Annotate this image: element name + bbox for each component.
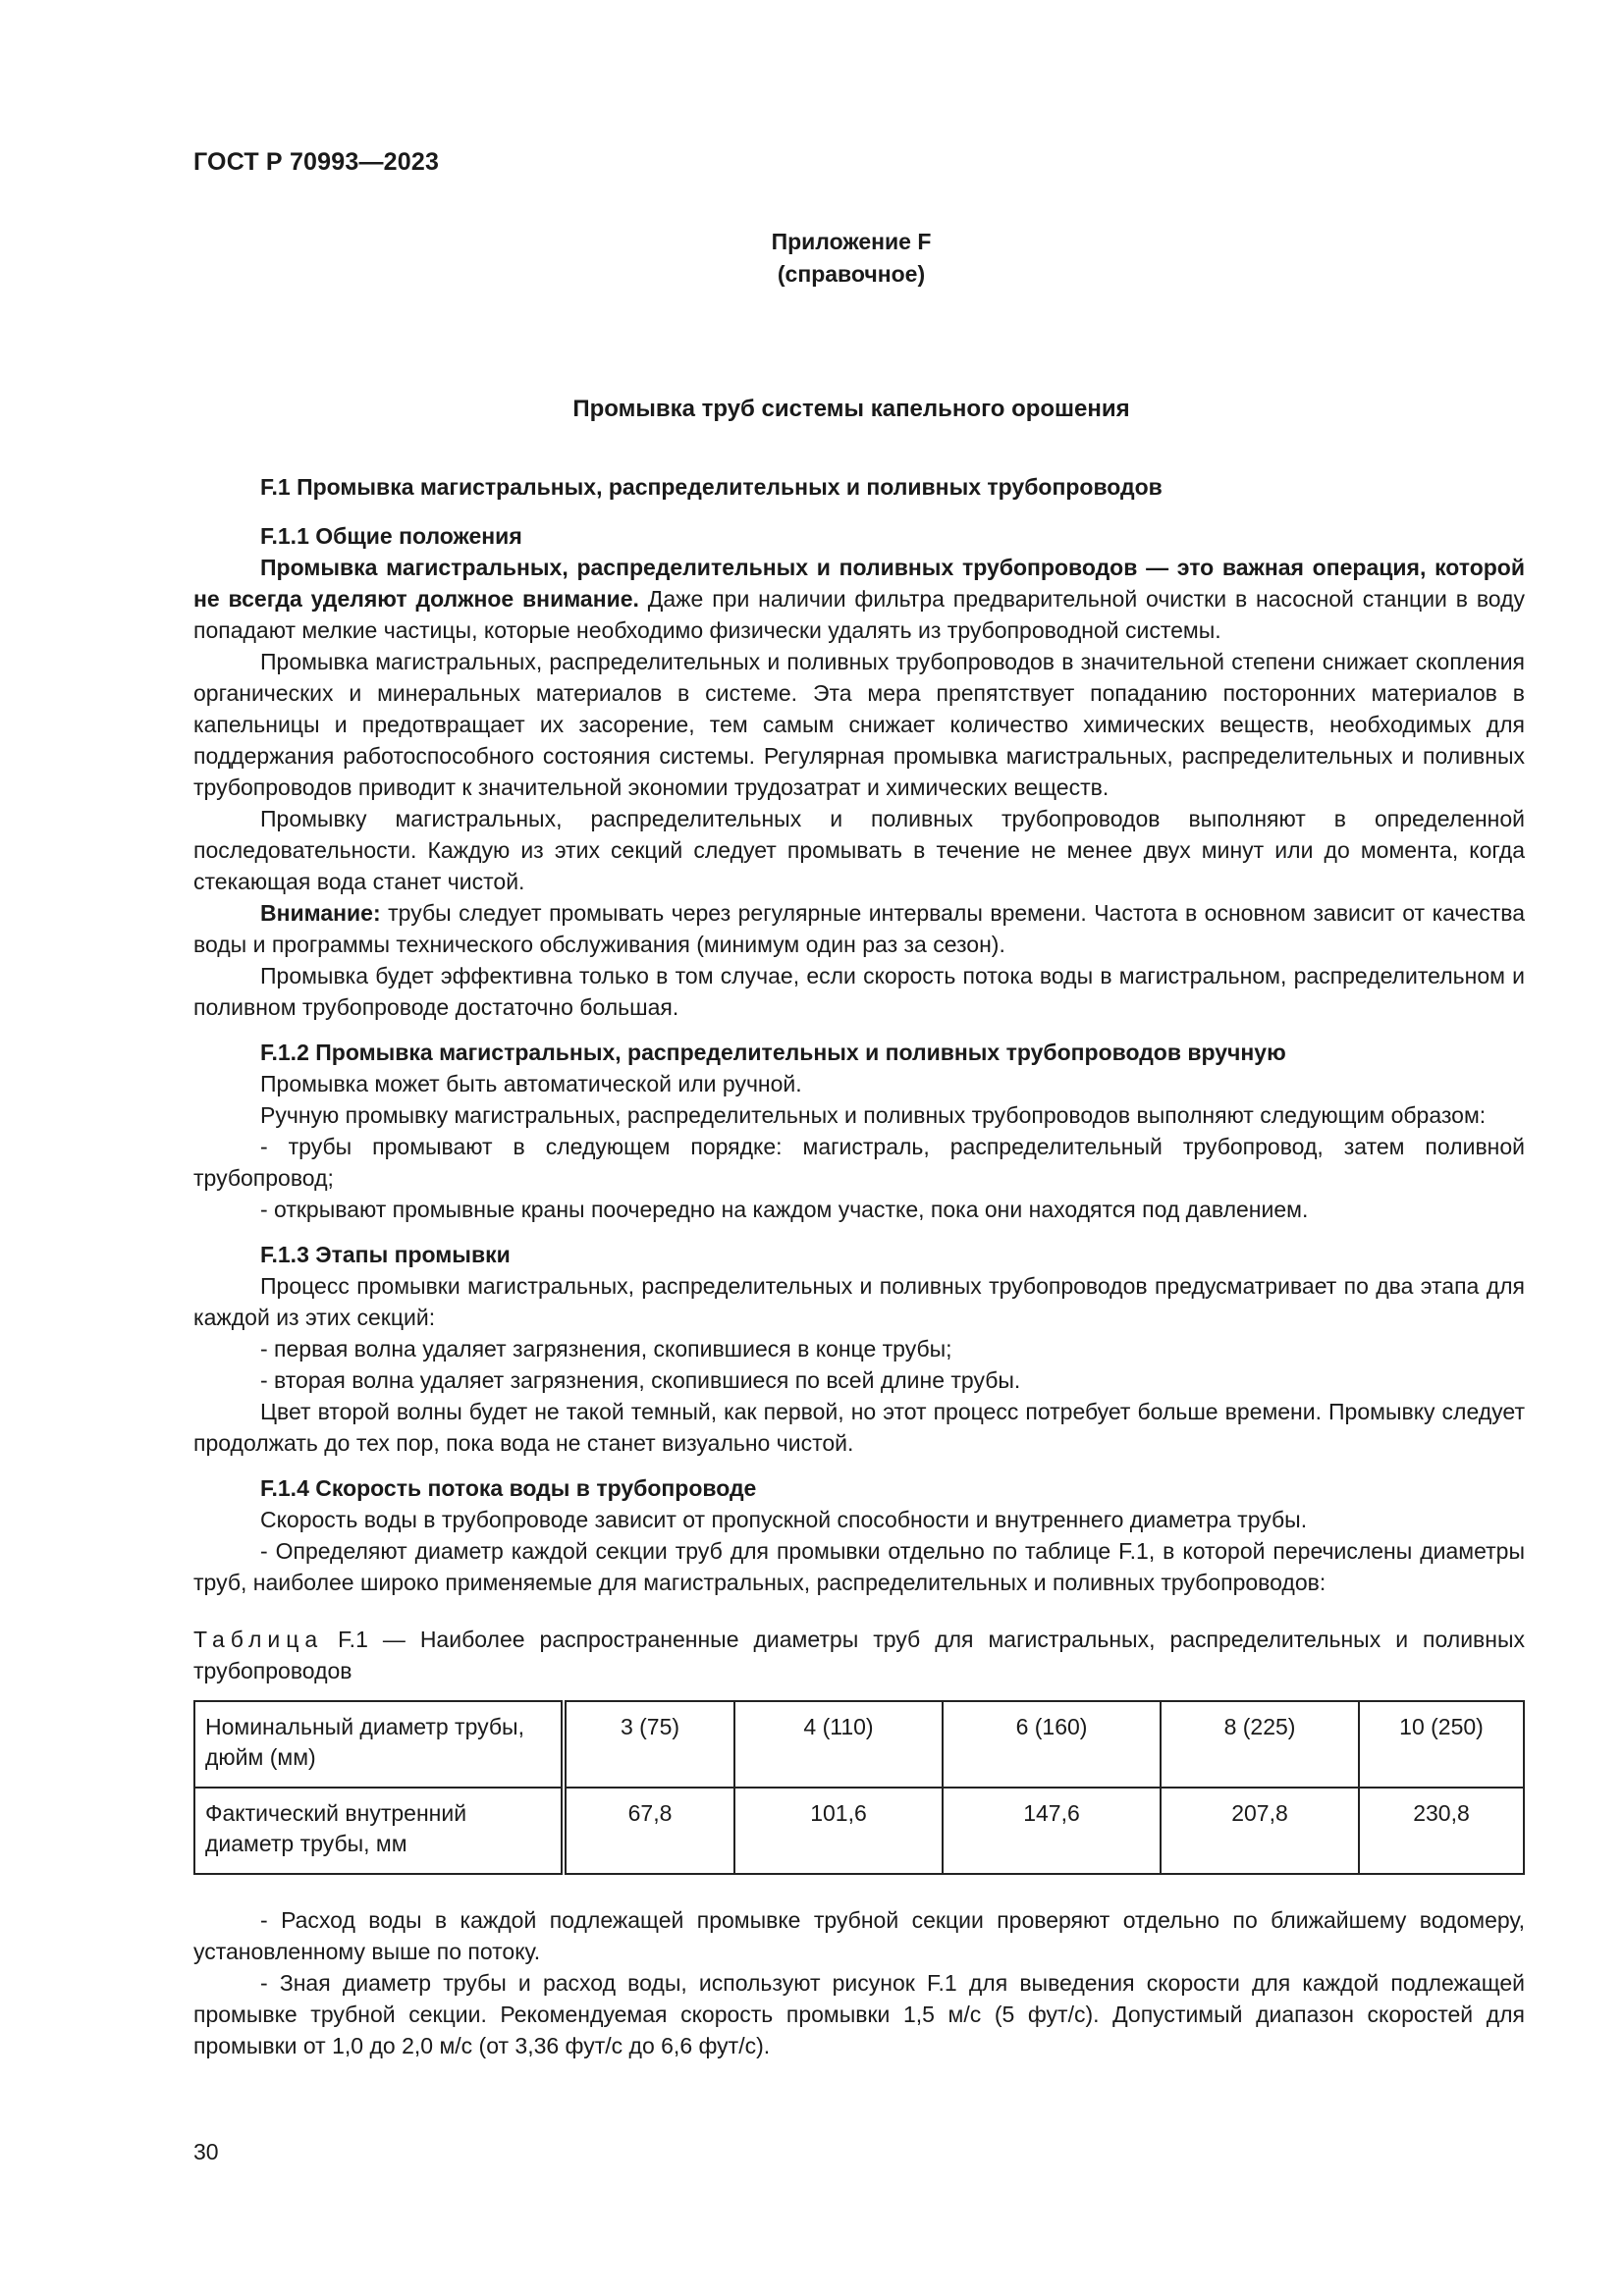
- paragraph: Промывка магистральных, распределительных и поливных трубопроводов в значительной степени снижает скопления органических и минеральных материалов в системе. Эта мера препятствует попаданию посторонних материалов в капельницы и предотвращает их засорение, тем самым снижает количество химических веществ, необходимых для поддержания работоспособного состояния системы. Регулярная промывка магистральных, распределительных и поливных трубопроводов приводит к значительной экономии трудозатрат и химических веществ.: [193, 649, 1525, 800]
- table-cell: 147,6: [943, 1788, 1161, 1874]
- table-row-label: Фактический внутренний диаметр трубы, мм: [194, 1788, 564, 1874]
- paragraph: Промывка может быть автоматической или ручной.: [260, 1071, 802, 1096]
- section-f11-heading: F.1.1 Общие положения: [260, 523, 522, 549]
- table-cell: 10 (250): [1359, 1701, 1524, 1788]
- table-cell: 207,8: [1161, 1788, 1359, 1874]
- list-item: - Определяют диаметр каждой секции труб для промывки отдельно по таблице F.1, в которой перечислены диаметры труб, наиболее широко применяемые для магистральных, распределительных и поливных трубопроводов:: [193, 1538, 1525, 1595]
- paragraph: Ручную промывку магистральных, распределительных и поливных трубопроводов выполняют следующим образом:: [260, 1102, 1487, 1128]
- table-cell: 67,8: [564, 1788, 734, 1874]
- pipe-diameter-table: [193, 1700, 1525, 1875]
- table-caption: [193, 1624, 1525, 1686]
- list-item: - Расход воды в каждой подлежащей промывке трубной секции проверяют отдельно по ближайшему водомеру, установленному выше по потоку.: [193, 1907, 1525, 1964]
- table-cell: 8 (225): [1161, 1701, 1359, 1788]
- table-cell: 101,6: [734, 1788, 943, 1874]
- page-number: 30: [193, 2139, 219, 2164]
- list-item: - трубы промывают в следующем порядке: магистраль, распределительный трубопровод, затем поливной трубопровод;: [193, 1134, 1525, 1191]
- paragraph: [193, 552, 1525, 646]
- table-row: [194, 1788, 1524, 1874]
- table-cell: 3 (75): [564, 1701, 734, 1788]
- paragraph: Промывку магистральных, распределительных и поливных трубопроводов выполняют в определенной последовательности. Каждую из этих секций следует промывать в течение не менее двух минут или до момента, когда стекающая вода станет чистой.: [193, 806, 1525, 894]
- table-caption-word: Таблица: [193, 1627, 324, 1652]
- table-cell: 4 (110): [734, 1701, 943, 1788]
- list-item: - открывают промывные краны поочередно на каждом участке, пока они находятся под давлением.: [260, 1197, 1309, 1222]
- section-f13-heading: F.1.3 Этапы промывки: [260, 1242, 511, 1267]
- paragraph: Процесс промывки магистральных, распределительных и поливных трубопроводов предусматривает по два этапа для каждой из этих секций:: [193, 1273, 1525, 1330]
- document-code: ГОСТ Р 70993—2023: [193, 148, 440, 176]
- bold-lead: Промывка магистральных, распределительных и поливных трубопроводов — это важная операция, которой не всегда уделяют должное внимание.: [193, 555, 1525, 612]
- annex-header: [0, 226, 1624, 291]
- paragraph: Промывка будет эффективна только в том случае, если скорость потока воды в магистральном, распределительном и поливном трубопроводе достаточно большая.: [193, 963, 1525, 1020]
- table-cell: 6 (160): [943, 1701, 1161, 1788]
- warning-label: Внимание:: [260, 900, 381, 926]
- text: Даже при наличии фильтра предварительной очистки в насосной станции в воду попадают мелкие частицы, которые необходимо физически удалять из трубопроводной системы.: [193, 586, 1525, 643]
- paragraph: [193, 897, 1525, 960]
- paragraph: Скорость воды в трубопроводе зависит от пропускной способности и внутреннего диаметра трубы.: [260, 1507, 1308, 1532]
- table-row-label: Номинальный диаметр трубы, дюйм (мм): [194, 1701, 564, 1788]
- list-item: - Зная диаметр трубы и расход воды, используют рисунок F.1 для выведения скорости для каждой подлежащей промывке трубной секции. Рекомендуемая скорость промывки 1,5 м/с (5 фут/с). Допустимый диапазон скоростей для промывки от 1,0 до 2,0 м/с (от 3,36 фут/с до 6,6 фут/с).: [193, 1970, 1525, 2058]
- document-body: [193, 471, 1525, 2061]
- main-title: Промывка труб системы капельного орошения: [572, 396, 1130, 422]
- section-f12-heading: F.1.2 Промывка магистральных, распределительных и поливных трубопроводов вручную: [260, 1040, 1286, 1065]
- section-f14-heading: F.1.4 Скорость потока воды в трубопроводе: [260, 1475, 757, 1501]
- section-f1-heading: F.1 Промывка магистральных, распределительных и поливных трубопроводов: [260, 474, 1163, 500]
- table-caption-text: F.1 — Наиболее распространенные диаметры труб для магистральных, распределительных и поливных трубопроводов: [193, 1627, 1525, 1683]
- annex-title: Приложение F: [771, 229, 932, 254]
- table-row: [194, 1701, 1524, 1788]
- table-cell: 230,8: [1359, 1788, 1524, 1874]
- list-item: - вторая волна удаляет загрязнения, скопившиеся по всей длине трубы.: [260, 1367, 1021, 1393]
- list-item: - первая волна удаляет загрязнения, скопившиеся в конце трубы;: [260, 1336, 952, 1362]
- annex-type: (справочное): [777, 261, 926, 287]
- paragraph: Цвет второй волны будет не такой темный, как первой, но этот процесс потребует больше времени. Промывку следует продолжать до тех пор, пока вода не станет визуально чистой.: [193, 1399, 1525, 1456]
- text: трубы следует промывать через регулярные интервалы времени. Частота в основном зависит от качества воды и программы технического обслуживания (минимум один раз за сезон).: [193, 900, 1525, 957]
